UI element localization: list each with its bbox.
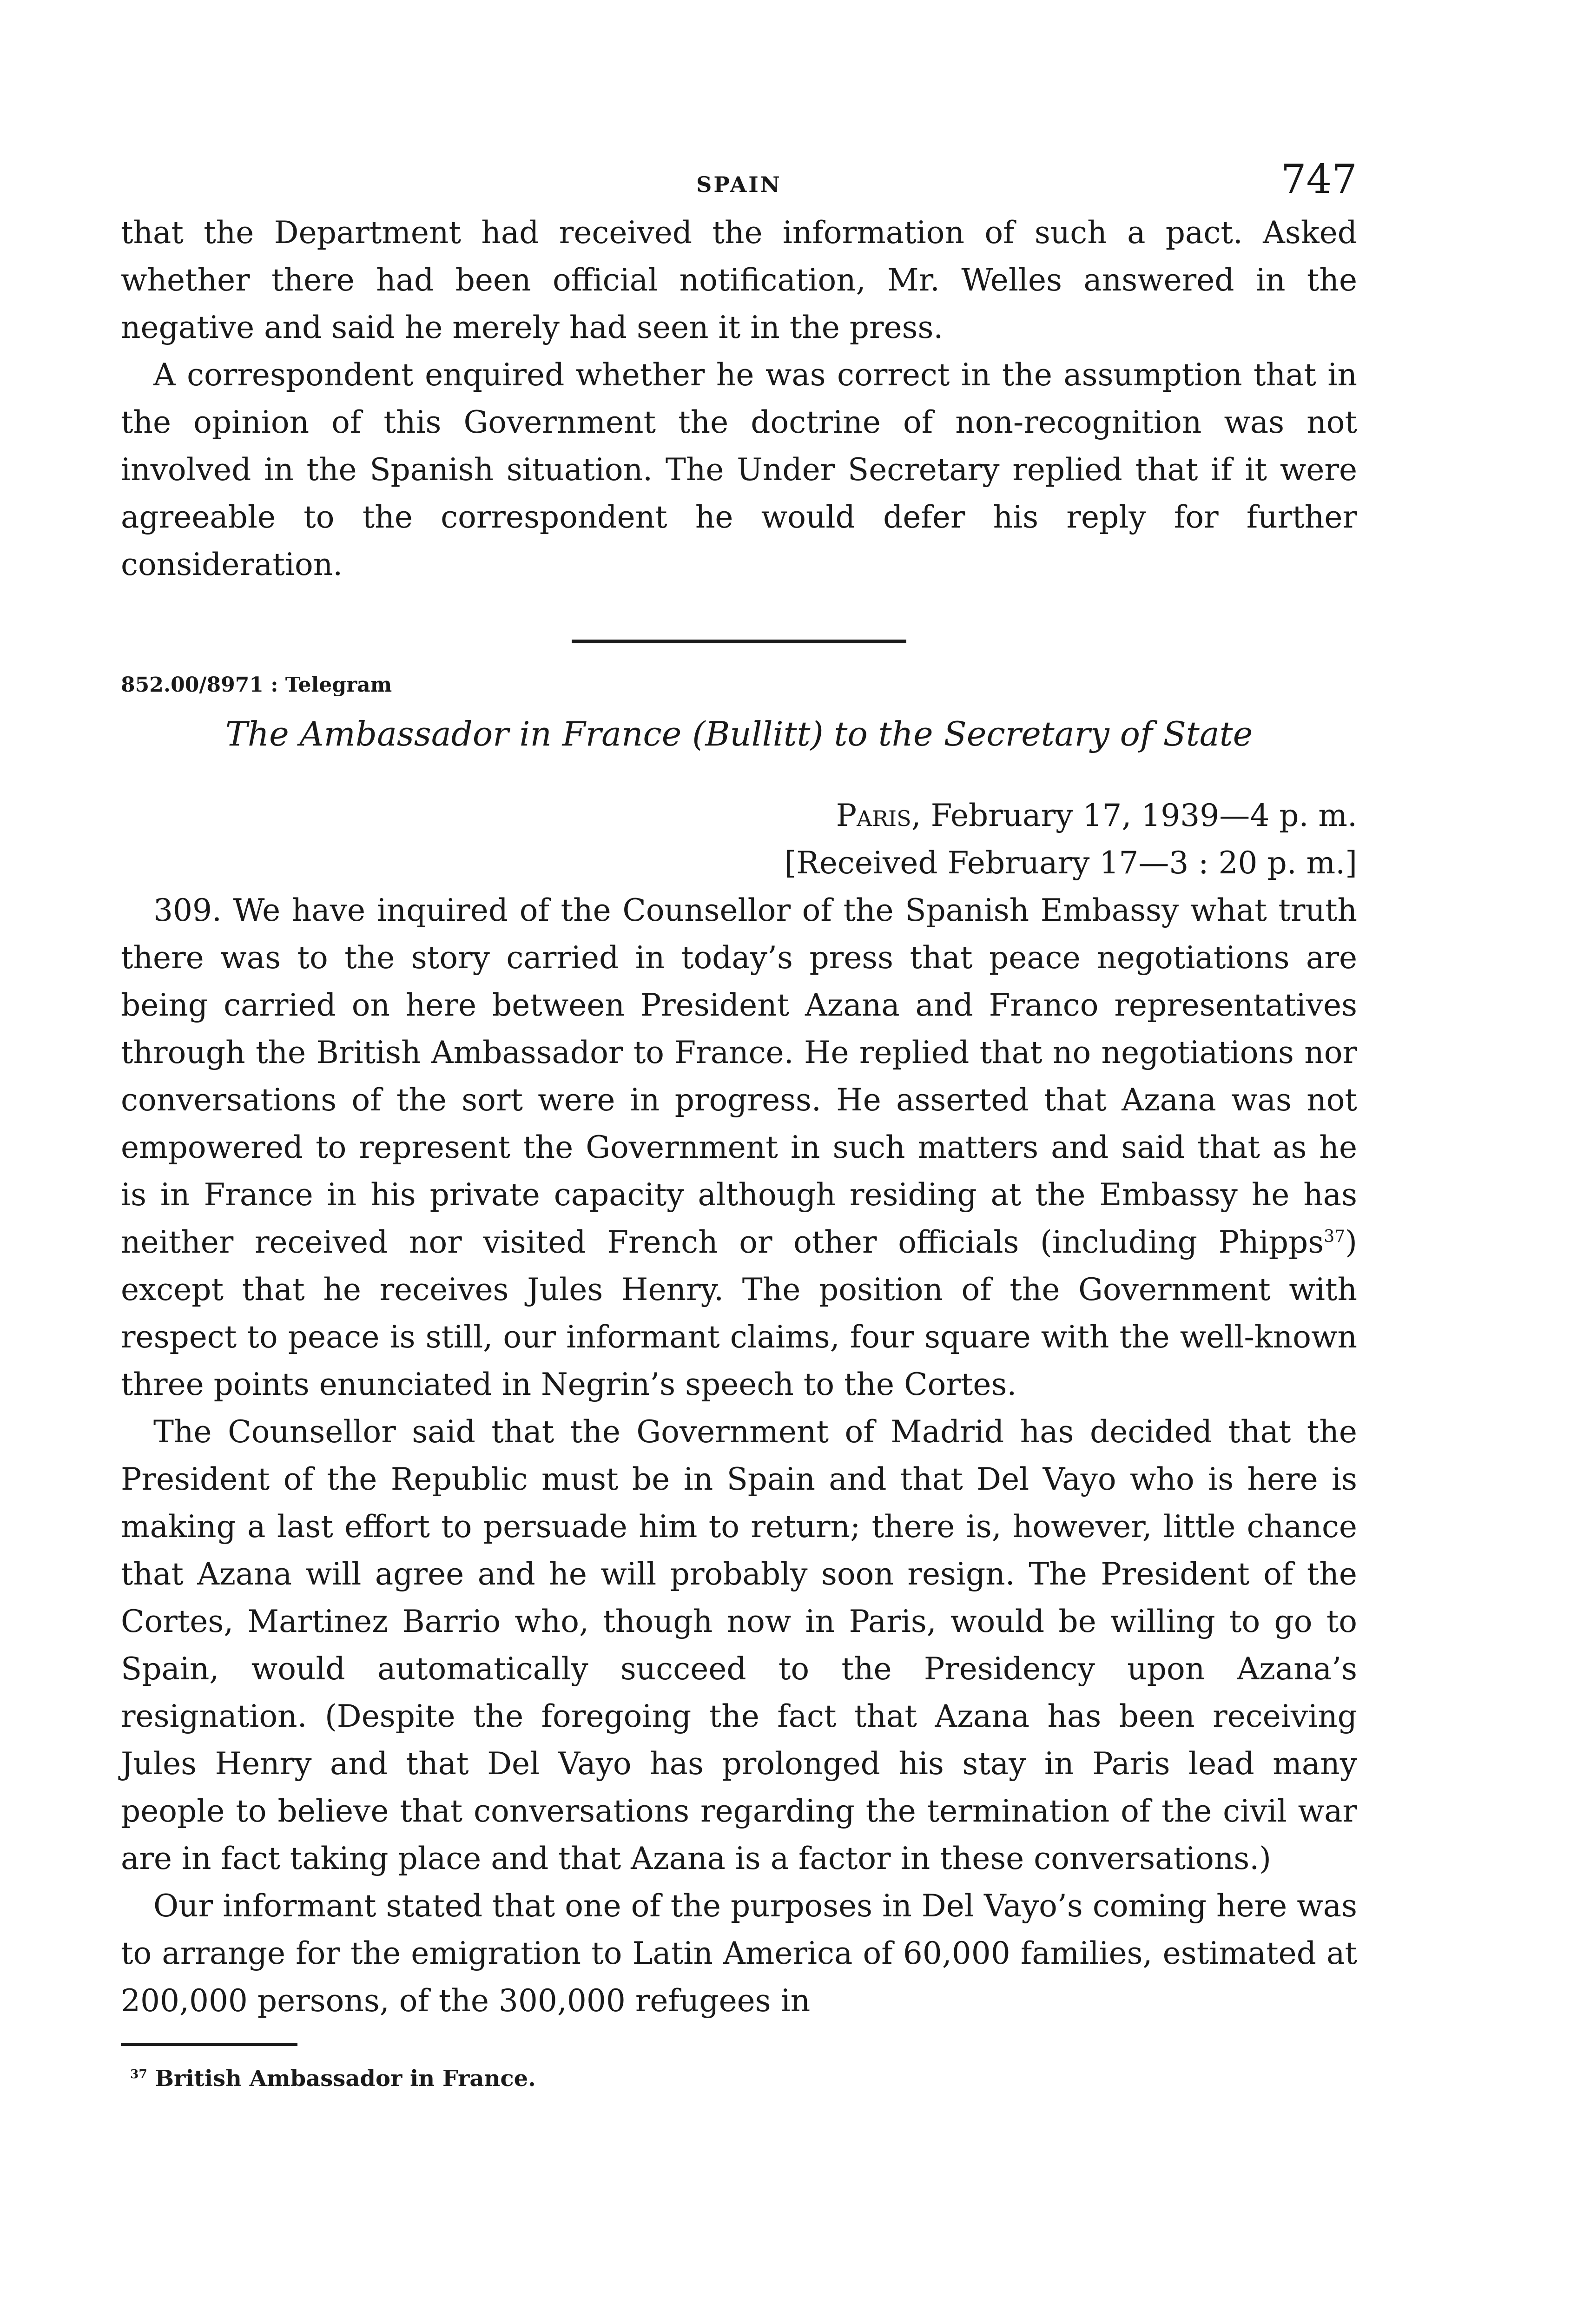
section-divider: [572, 640, 906, 643]
dateline-date: , February 17, 1939—4 p. m.: [911, 798, 1357, 833]
intro-paragraph-2: A correspondent enquired whether he was correct in the assumption that in the opinion of this Government the doctrine of non-recognition was not involved in the Spanish situation. The Under Secretary replied that if it were agreeable to the correspondent he would defer his reply for further consideration.: [121, 357, 1357, 582]
footnote-text: British Ambassador in France.: [155, 2066, 536, 2092]
footnote: [130, 2065, 1357, 2093]
running-title: SPAIN: [696, 172, 782, 197]
document-page: [121, 153, 1357, 2093]
telegram-paragraph-2: The Counsellor said that the Government of Madrid has decided that the President of the Republic must be in Spain and that Del Vayo who is here is making a last effort to persuade him to return; there is, however, little chance that Azana will agree and he will probably soon resign. The President of the Cortes, Martinez Barrio who, though now in Paris, would be willing to go to Spain, would automatically succeed to the Presidency upon Azana’s resignation. (Despite the foregoing the fact that Azana has been receiving Jules Henry and that Del Vayo has prolonged his stay in Paris lead many people to believe that conversations regarding the termination of the civil war are in fact taking place and that Azana is a factor in these conversations.): [121, 1414, 1357, 1876]
page-number: 747: [1280, 156, 1357, 203]
footnote-divider: [121, 2043, 297, 2046]
telegram-paragraph-3: Our informant stated that one of the purposes in Del Vayo’s coming here was to arrange for the emigration to Latin America of 60,000 families, estimated at 200,000 persons, of the 300,000 refugees in: [121, 1888, 1357, 2019]
footnote-reference: 37: [1324, 1226, 1346, 1246]
telegram-paragraph-1-part-b: ) except that he receives Jules Henry. The position of the Government with respect to peace is still, our informant claims, four square with the well-known three points enunciated in Negrin’s speech to the Cortes.: [121, 1224, 1357, 1402]
document-heading: The Ambassador in France (Bullitt) to the Secretary of State: [225, 714, 1253, 753]
dateline: [121, 792, 1357, 839]
telegram-paragraph-1-part-a: 309. We have inquired of the Counsellor of the Spanish Embassy what truth there was to the story carried in today’s press that peace negotiations are being carried on here between President Azana and Franco representatives through the British Ambassador to France. He replied that no negotiations nor conversations of the sort were in progress. He asserted that Azana was not empowered to represent the Government in such matters and said that as he is in France in his private capacity although residing at the Embassy he has neither received nor visited French or other officials (including Phipps: [121, 892, 1357, 1260]
received-line: [Received February 17—3 : 20 p. m.]: [784, 845, 1357, 881]
intro-paragraph-1: that the Department had received the information of such a pact. Asked whether there had been official notification, Mr. Welles answered in the negative and said he merely had seen it in the press.: [121, 215, 1357, 345]
dateline-place: Paris: [836, 798, 911, 833]
footnote-mark: 37: [130, 2067, 147, 2081]
telegram-paragraph-1: [121, 887, 1357, 1408]
document-reference: 852.00/8971 : Telegram: [121, 673, 392, 697]
running-head: [121, 153, 1357, 209]
